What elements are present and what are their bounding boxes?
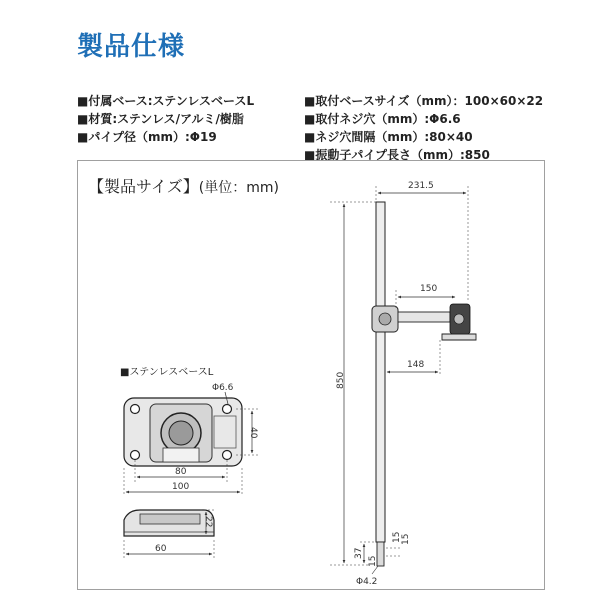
base-top-view: [124, 398, 242, 466]
spec-pipe-length: ■振動子パイプ長さ（mm）:850: [304, 148, 490, 162]
dim-15-b: 15: [401, 533, 411, 545]
screw-hole: [131, 451, 140, 460]
spec-hole-spacing: ■ネジ穴間隔（mm）:80×40: [304, 130, 473, 144]
dim-60: 60: [155, 544, 167, 554]
dim-phi-4-2: Φ4.2: [356, 577, 378, 587]
dim-15-a: 15: [392, 531, 402, 543]
dim-80: 80: [175, 467, 187, 477]
spec-screw-hole: ■取付ネジ穴（mm）:Φ6.6: [304, 112, 461, 126]
dim-100: 100: [172, 482, 190, 492]
base-side-view: [124, 510, 214, 536]
spec-base: ■付属ベース:ステンレスベースL: [77, 94, 255, 108]
screw-hole: [223, 451, 232, 460]
dim-37: 37: [354, 547, 364, 559]
size-title-main: 【製品サイズ】: [88, 177, 199, 196]
page-title: 製品仕様: [77, 32, 186, 62]
dim-231-5: 231.5: [408, 181, 434, 191]
dim-15-c: 15: [368, 555, 378, 567]
dim-850: 850: [336, 371, 346, 389]
hole-dim-label: Φ6.6: [212, 383, 234, 393]
size-title-unit: (単位：mm): [198, 180, 279, 196]
spec-material: ■材質:ステンレス/アルミ/樹脂: [77, 112, 244, 126]
pipe-clamp-arm: [372, 304, 476, 340]
dim-22: 22: [203, 516, 213, 528]
spec-pipe-diameter: ■パイプ径（mm）:Φ19: [77, 130, 217, 144]
spec-base-size: ■取付ベースサイズ（mm）：100×60×22: [304, 94, 544, 108]
screw-hole: [131, 405, 140, 414]
base-label: ■ステンレスベースL: [120, 367, 214, 378]
dim-150: 150: [420, 284, 438, 294]
transducer-pipe: [376, 202, 385, 566]
screw-hole: [223, 405, 232, 414]
dim-148: 148: [407, 360, 425, 370]
dim-40: 40: [248, 427, 258, 439]
